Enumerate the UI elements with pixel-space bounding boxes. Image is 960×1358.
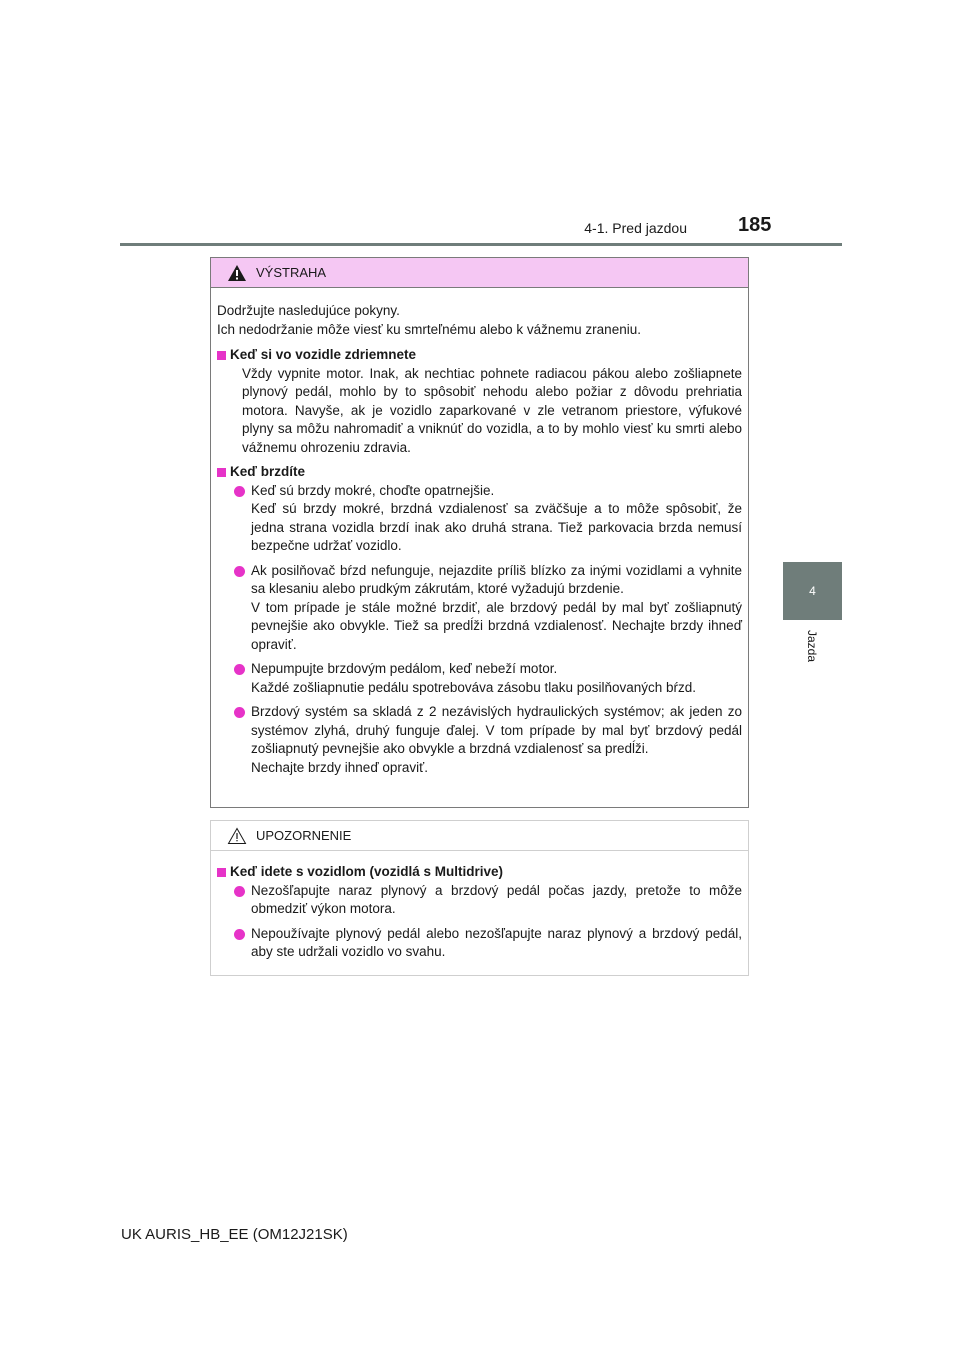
list-item-line: Nechajte brzdy ihneď opraviť. <box>251 759 428 775</box>
warning-body <box>211 288 748 777</box>
section-heading-text: Keď si vo vozidle zdriemnete <box>230 347 417 362</box>
list-item <box>217 562 742 655</box>
section-title: 4-1. Pred jazdou <box>584 220 687 236</box>
page-number: 185 <box>738 214 772 236</box>
list-item-line: Keď sú brzdy mokré, choďte opatrnejšie. <box>251 482 495 498</box>
round-bullet-icon <box>234 707 245 718</box>
caution-body <box>211 851 748 962</box>
list-item-line: Brzdový systém sa skladá z 2 nezávislých hydraulických systémov; ak jeden zo systémov zlyhá, druhý funguje ďalej. V tom prípade by mal byť brzdový pedál zošliapnutý pevnejšie ako obvykle a brzdná vzdialenosť sa predĺži. <box>251 704 742 756</box>
caution-box <box>210 820 749 976</box>
list-item-line: Nepumpujte brzdovým pedálom, keď nebeží motor. <box>251 661 558 676</box>
section-paragraph: Vždy vypnite motor. Inak, ak nechtiac pohnete radiacou pákou alebo zošliapnete plynový pedál, mohlo by to spôsobiť nehodu alebo požiar z dôvodu prehriatia motora. Navyše, ak je vozidlo zaparkované v zle vetranom priestore, výfukové plyny sa môžu nahromadiť a vniknúť do vozidla, a to by mohlo viesť ku smrti alebo vážnemu ohrozeniu zdravia. <box>242 365 742 455</box>
chapter-number-tab: 4 <box>783 562 842 620</box>
section-heading <box>217 863 742 882</box>
chapter-label-text: Jazda <box>805 629 820 663</box>
list-item-line: Ak posilňovač bŕzd nefunguje, nejazdite príliš blízko za inými vozidlami a vyhnite sa klesaniu alebo prudkým zákrutám, ktoré vyžadujú brzdenie. <box>251 562 742 596</box>
warning-intro-2: Ich nedodržanie môže viesť ku smrteľnému alebo k vážnemu zraneniu. <box>217 321 641 337</box>
caution-section-multidrive <box>217 863 742 962</box>
caution-triangle-icon <box>227 827 247 845</box>
warning-title: VÝSTRAHA <box>256 265 327 280</box>
section-heading <box>217 463 742 482</box>
square-bullet-icon <box>217 351 226 360</box>
round-bullet-icon <box>234 566 245 577</box>
warning-box <box>210 257 749 808</box>
list-item-text: Nezošľapujte naraz plynový a brzdový pedál počas jazdy, pretože to môže obmedziť výkon motora. <box>251 882 742 916</box>
warning-section-nap <box>217 346 742 457</box>
document-id: UK AURIS_HB_EE (OM12J21SK) <box>121 1226 348 1243</box>
section-heading <box>217 346 742 365</box>
list-item-text: Nepoužívajte plynový pedál alebo nezošľapujte naraz plynový a brzdový pedál, aby ste udržali vozidlo vo svahu. <box>251 925 742 959</box>
round-bullet-icon <box>234 664 245 675</box>
list-item <box>217 482 742 556</box>
warning-triangle-icon <box>227 264 247 282</box>
round-bullet-icon <box>234 886 245 897</box>
warning-header <box>211 258 748 288</box>
round-bullet-icon <box>234 929 245 940</box>
section-heading-text: Keď brzdíte <box>230 464 305 479</box>
list-item <box>217 925 742 962</box>
round-bullet-icon <box>234 486 245 497</box>
list-item <box>217 882 742 919</box>
list-item-line: V tom prípade je stále možné brzdiť, ale brzdový pedál by mal byť zošliapnutý pevnejšie ako obvykle. Tiež sa predĺži brzdná vzdialenosť. Nechajte brzdy ihneď opraviť. <box>251 599 742 652</box>
caution-title: UPOZORNENIE <box>256 828 352 843</box>
list-item <box>217 660 742 697</box>
header-rule <box>120 243 842 246</box>
square-bullet-icon <box>217 868 226 877</box>
warning-section-braking <box>217 463 742 777</box>
caution-header <box>211 821 748 851</box>
chapter-label <box>783 620 842 672</box>
warning-intro-1: Dodržujte nasledujúce pokyny. <box>217 303 400 318</box>
section-heading-text: Keď idete s vozidlom (vozidlá s Multidrive) <box>230 864 503 879</box>
list-item <box>217 703 742 777</box>
list-item-line: Každé zošliapnutie pedálu spotrebováva zásobu tlaku posilňovaných bŕzd. <box>251 679 697 695</box>
list-item-line: Keď sú brzdy mokré, brzdná vzdialenosť sa zväčšuje a to môže spôsobiť, že jedna strana vozidla brzdí inak ako druhá strana. Tiež parkovacia brzda nemusí bezpečne udržať vozidlo. <box>251 501 742 553</box>
square-bullet-icon <box>217 468 226 477</box>
